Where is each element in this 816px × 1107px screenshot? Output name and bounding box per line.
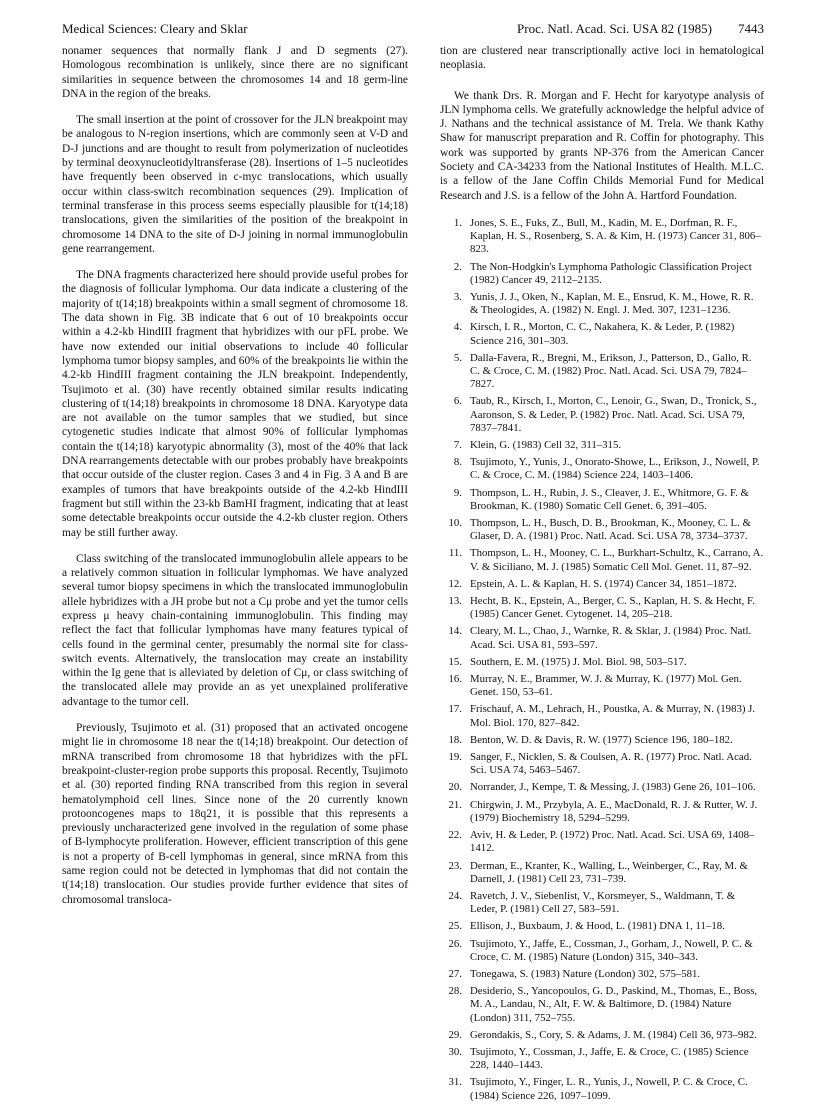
reference-item xyxy=(440,625,764,651)
reference-text: Jones, S. E., Fuks, Z., Bull, M., Kadin, M. E., Dorfman, R. F., Kaplan, H. S., Rosenberg, S. A. & Kim, H. (1973) Cancer 31, 806–823. xyxy=(470,216,761,256)
reference-number: 10. xyxy=(448,517,462,530)
reference-item xyxy=(440,985,764,1025)
reference-number: 28. xyxy=(448,985,462,998)
reference-item xyxy=(440,291,764,317)
reference-item xyxy=(440,261,764,287)
reference-item xyxy=(440,968,764,981)
reference-text: Hecht, B. K., Epstein, A., Berger, C. S., Kaplan, H. S. & Hecht, F. (1985) Cancer Genet. Cytogenet. 14, 205–218. xyxy=(470,595,755,621)
reference-number: 18. xyxy=(448,733,462,746)
reference-item xyxy=(440,656,764,669)
reference-text: Ellison, J., Buxbaum, J. & Hood, L. (1981) DNA 1, 11–18. xyxy=(470,920,725,933)
reference-item xyxy=(440,321,764,347)
body-paragraph: nonamer sequences that normally flank J and D segments (27). Homologous recombination is unlikely, since there are no significant similarities in sequence between the chromosomes 14 and 18 germ-line DNA in the region of the breaks. xyxy=(62,45,408,100)
reference-number: 19. xyxy=(448,751,462,764)
reference-number: 11. xyxy=(448,547,462,560)
reference-number: 2. xyxy=(453,260,462,273)
reference-text: Epstein, A. L. & Kaplan, H. S. (1974) Cancer 34, 1851–1872. xyxy=(470,577,737,590)
reference-number: 24. xyxy=(448,889,462,902)
reference-item xyxy=(440,673,764,699)
reference-text: Dalla-Favera, R., Bregni, M., Erikson, J., Patterson, D., Gallo, R. C. & Croce, C. M. (1982) Proc. Natl. Acad. Sci. USA 79, 7824–7827. xyxy=(470,351,752,391)
reference-text: Yunis, J. J., Oken, N., Kaplan, M. E., Ensrud, K. M., Howe, R. R. & Theologides, A. (1982) N. Engl. J. Med. 307, 1231–1236. xyxy=(470,290,754,317)
reference-text: Derman, E., Kranter, K., Walling, L., Weinberger, C., Ray, M. & Darnell, J. (1981) Cell 23, 731–739. xyxy=(470,859,748,885)
reference-number: 7. xyxy=(453,439,462,452)
reference-text: Frischauf, A. M., Lehrach, H., Poustka, A. & Murray, N. (1983) J. Mol. Biol. 170, 827–842. xyxy=(470,703,756,729)
reference-item xyxy=(440,217,764,257)
body-paragraph: The small insertion at the point of crossover for the JLN breakpoint may be analogous to N-region insertions, which are commonly seen at V-D and D-J junctions and are thought to result from polymerization of nucleotides by terminal deoxynucleotidyltransferase (28). Insertions of 1–5 nucleotides have frequently been observed in c-myc translocations, which usually occur within class-switch recombination sequences (29). Implication of terminal transferase in this process seems especially plausible for t(14;18) translocations, given the similarities of the position of the breakpoint in chromosome 14 DNA to the site of D-J joining in normal immunoglobulin gene rearrangement. xyxy=(62,114,408,255)
reference-text: Klein, G. (1983) Cell 32, 311–315. xyxy=(470,439,622,452)
reference-number: 17. xyxy=(448,703,462,716)
reference-number: 16. xyxy=(448,673,462,686)
reference-number: 4. xyxy=(453,321,462,334)
reference-item xyxy=(440,595,764,621)
reference-text: Tsujimoto, Y., Finger, L. R., Yunis, J., Nowell, P. C. & Croce, C. (1984) Science 226, 1097–1099. xyxy=(470,1076,748,1102)
reference-text: Sanger, F., Nicklen, S. & Coulsen, A. R. (1977) Proc. Natl. Acad. Sci. USA 74, 5463–5467. xyxy=(470,751,752,777)
reference-item xyxy=(440,829,764,855)
reference-number: 22. xyxy=(448,829,462,842)
reference-number: 25. xyxy=(448,920,462,933)
reference-item xyxy=(440,352,764,392)
reference-item xyxy=(440,751,764,777)
reference-number: 23. xyxy=(448,859,462,872)
reference-text: Ravetch, J. V., Siebenlist, V., Korsmeyer, S., Waldmann, T. & Leder, P. (1981) Cell 27, 583–591. xyxy=(470,889,736,916)
reference-number: 9. xyxy=(453,486,462,499)
reference-item xyxy=(440,456,764,482)
reference-number: 13. xyxy=(448,595,462,608)
reference-text: Tonegawa, S. (1983) Nature (London) 302, 575–581. xyxy=(470,967,701,980)
reference-number: 12. xyxy=(448,577,462,590)
reference-number: 6. xyxy=(453,395,462,408)
reference-number: 31. xyxy=(448,1076,462,1089)
header-journal-info xyxy=(517,18,764,40)
acknowledgments: We thank Drs. R. Morgan and F. Hecht for karyotype analysis of JLN lymphoma cells. We gratefully acknowledge the helpful advice of J. Nathans and the technical assistance of M. Trela. We thank Kathy Shaw for manuscript preparation and R. Coffin for photography. This work was supported by grants NP-376 from the American Cancer Society and CA-34233 from the National Institutes of Health. M.L.C. is a fellow of the Jane Coffin Childs Memorial Fund for Medical Research and J.S. is a fellow of the John A. Hartford Foundation. xyxy=(440,89,764,202)
reference-number: 27. xyxy=(448,967,462,980)
reference-number: 3. xyxy=(453,290,462,303)
reference-item xyxy=(440,938,764,964)
reference-item xyxy=(440,1029,764,1042)
reference-text: Thompson, L. H., Rubin, J. S., Cleaver, J. E., Whitmore, G. F. & Brookman, K. (1980) Somatic Cell Genet. 6, 391–405. xyxy=(470,486,749,512)
reference-number: 30. xyxy=(448,1045,462,1058)
header-journal: Proc. Natl. Acad. Sci. USA 82 (1985) xyxy=(517,21,712,36)
reference-item xyxy=(440,578,764,591)
reference-number: 15. xyxy=(448,655,462,668)
reference-number: 1. xyxy=(453,216,462,229)
reference-number: 14. xyxy=(448,625,462,638)
reference-text: Chirgwin, J. M., Przybyla, A. E., MacDonald, R. J. & Rutter, W. J. (1979) Biochemistry 18, 5294–5299. xyxy=(470,798,758,824)
reference-text: Gerondakis, S., Cory, S. & Adams, J. M. (1984) Cell 36, 973–982. xyxy=(470,1028,757,1041)
reference-text: Benton, W. D. & Davis, R. W. (1977) Science 196, 180–182. xyxy=(470,733,733,746)
reference-item xyxy=(440,734,764,747)
reference-item xyxy=(440,920,764,933)
reference-number: 29. xyxy=(448,1028,462,1041)
reference-text: Taub, R., Kirsch, I., Morton, C., Lenoir, G., Swan, D., Tronick, S., Aaronson, S. & Leder, P. (1982) Proc. Natl. Acad. Sci. USA 79, 7837–7841. xyxy=(470,395,757,434)
running-header xyxy=(62,18,764,40)
reference-text: Aviv, H. & Leder, P. (1972) Proc. Natl. Acad. Sci. USA 69, 1408–1412. xyxy=(470,829,755,855)
reference-item xyxy=(440,860,764,886)
reference-item xyxy=(440,439,764,452)
reference-text: Thompson, L. H., Mooney, C. L., Burkhart-Schultz, K., Carrano, A. V. & Siciliano, M. J. (1985) Somatic Cell Mol. Genet. 11, 87–92. xyxy=(470,547,764,573)
reference-item xyxy=(440,1076,764,1102)
reference-list xyxy=(440,217,764,1103)
reference-text: Norrander, J., Kempe, T. & Messing, J. (1983) Gene 26, 101–106. xyxy=(470,781,756,794)
reference-item xyxy=(440,799,764,825)
reference-number: 8. xyxy=(453,456,462,469)
body-paragraph: Previously, Tsujimoto et al. (31) proposed that an activated oncogene might lie in chromosome 18 near the t(14;18) breakpoint. Our detection of mRNA transcribed from chromosome 18 that hybridizes with the pFL breakpoint-cluster-region probe supports this proposal. Recently, Tsujimoto et al. (30) reported finding RNA transcribed from this region in several hematolymphoid cell lines. Since none of the 20 currently known protooncogenes maps to 18q21, it is possible that this represents a previously uncharacterized gene involved in the regulation of some phase of B-lymphocyte proliferation. However, efficient transcription of this gene is not a property of B-cell lymphomas in general, since mRNA from this same region could not be detected in lymphomas that did not contain the t(14;18) translocation. Our studies provide further evidence that sites of chromosomal transloca- xyxy=(62,722,408,906)
reference-text: The Non-Hodgkin's Lymphoma Pathologic Classification Project (1982) Cancer 49, 2112–2135. xyxy=(470,260,752,286)
reference-text: Kirsch, I. R., Morton, C. C., Nakahera, K. & Leder, P. (1982) Science 216, 301–303. xyxy=(470,321,735,347)
reference-item xyxy=(440,1046,764,1072)
reference-item xyxy=(440,547,764,573)
reference-text: Tsujimoto, Y., Jaffe, E., Cossman, J., Gorham, J., Nowell, P. C. & Croce, C. M. (1985) Nature (London) 315, 340–343. xyxy=(470,937,753,963)
reference-item xyxy=(440,703,764,729)
reference-number: 26. xyxy=(448,937,462,950)
reference-text: Tsujimoto, Y., Cossman, J., Jaffe, E. & Croce, C. (1985) Science 228, 1440–1443. xyxy=(470,1045,749,1072)
reference-text: Cleary, M. L., Chao, J., Warnke, R. & Sklar, J. (1984) Proc. Natl. Acad. Sci. USA 81, 593–597. xyxy=(470,625,752,651)
body-paragraph: Class switching of the translocated immunoglobulin allele appears to be a relatively common situation in follicular lymphomas. We have analyzed several tumor biopsy specimens in which the translocated immunoglobulin allele hybridizes with a JH probe but not a Cμ probe and yet the tumor cells express μ heavy chain-containing immunoglobulin. This finding may reflect the fact that follicular lymphomas have many features typical of cells found in the germinal center, presumably the normal site for class-switch events. Alternatively, the translocation may create an instability within the Ig gene that is alleviated by deletion of Cμ, or class switching of the translocated allele may provide an as yet unexplained proliferative advantage to the tumor cell. xyxy=(62,552,408,708)
reference-text: Thompson, L. H., Busch, D. B., Brookman, K., Mooney, C. L. & Glaser, D. A. (1981) Proc. Natl. Acad. Sci. USA 78, 3734–3737. xyxy=(470,517,751,543)
reference-text: Tsujimoto, Y., Yunis, J., Onorato-Showe, L., Erikson, J., Nowell, P. C. & Croce, C. M. (1984) Science 224, 1403–1406. xyxy=(470,456,760,482)
header-section-authors: Medical Sciences: Cleary and Sklar xyxy=(62,21,248,36)
reference-number: 5. xyxy=(453,351,462,364)
reference-text: Murray, N. E., Brammer, W. J. & Murray, K. (1977) Mol. Gen. Genet. 150, 53–61. xyxy=(470,673,742,699)
reference-item xyxy=(440,487,764,513)
body-paragraph: The DNA fragments characterized here should provide useful probes for the diagnosis of follicular lymphoma. Our data indicate a clustering of the majority of t(14;18) breakpoints within a small segment of chromosome 18. The data shown in Fig. 3B indicate that 6 out of 10 breakpoints occur within a 4.2-kb HindIII fragment that hybridizes with our pFL probe. We have now extended our initial observations to include 40 follicular lymphoma tumor biopsy samples, and 60% of the breakpoints lie within the 4.2-kb HindIII fragment containing the JLN breakpoint. Independently, Tsujimoto et al. (30) have recently obtained similar results indicating clustering of t(14;18) breakpoints in chromosome 18 DNA. Karyotype data are not available on the tumor samples that we studied, but since cytogenetic studies indicate that almost 90% of follicular lymphomas contain the t(14;18) karyotypic abnormality (3), most of the 40% that lack DNA rearrangements detectable with our probes probably have breakpoints that occur outside of the cluster region. Cases 3 and 4 in Fig. 3 A and B are examples of tumors that have breakpoints outside of the 4.2-kb HindIII fragment but still within the 23-kb BamHI fragment, indicating that at least some detectable breakpoints occur outside the 4.2-kb cluster region. Others may be still further away. xyxy=(62,269,408,539)
reference-item xyxy=(440,517,764,543)
reference-item xyxy=(440,890,764,916)
right-column xyxy=(440,44,764,1107)
reference-number: 20. xyxy=(448,781,462,794)
reference-number: 21. xyxy=(448,798,462,811)
reference-item xyxy=(440,395,764,435)
reference-item xyxy=(440,781,764,794)
left-column xyxy=(62,44,408,919)
reference-text: Southern, E. M. (1975) J. Mol. Biol. 98, 503–517. xyxy=(470,655,687,668)
reference-text: Desiderio, S., Yancopoulos, G. D., Paskind, M., Thomas, E., Boss, M. A., Landau, N., Alt, F. W. & Baltimore, D. (1984) Nature (London) 311, 752–755. xyxy=(470,985,758,1024)
page-number: 7443 xyxy=(738,21,764,36)
body-paragraph-continuation: tion are clustered near transcriptionally active loci in hematological neoplasia. xyxy=(440,45,764,72)
